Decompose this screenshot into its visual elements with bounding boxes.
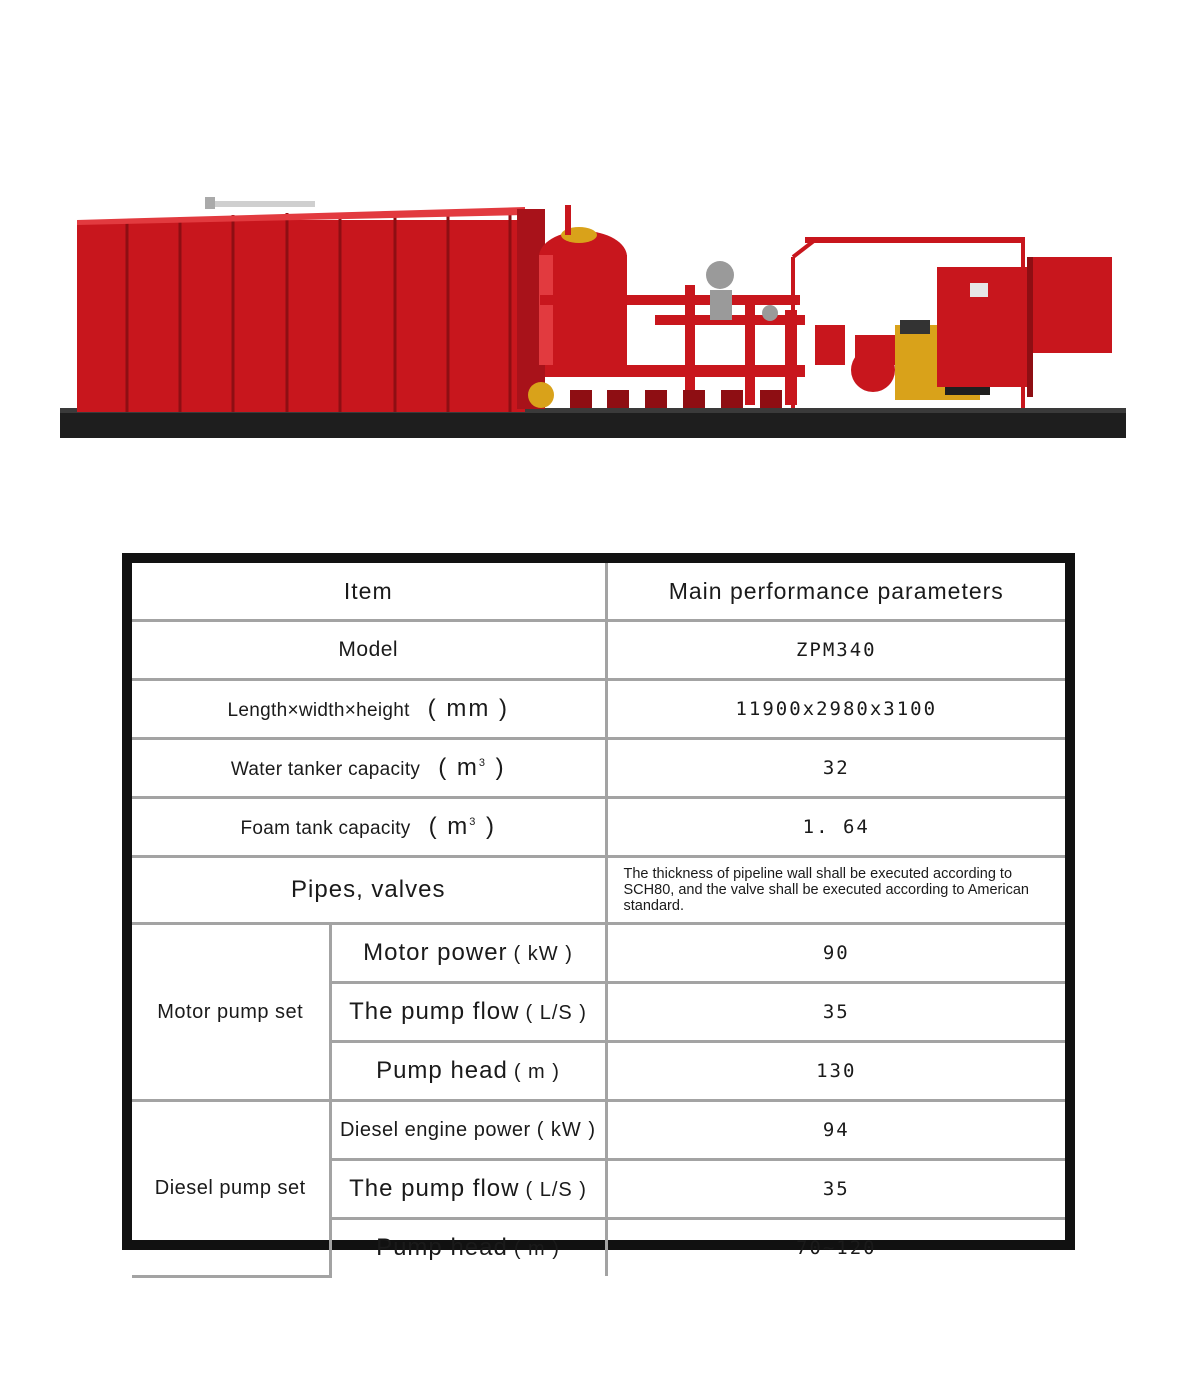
unit: ( m ): [513, 1238, 560, 1260]
header-params: Main performance parameters: [606, 563, 1065, 621]
row-value-motor-flow: 35: [606, 983, 1065, 1042]
row-value-motor-head: 130: [606, 1042, 1065, 1101]
table-row: [132, 680, 1065, 739]
row-value-foam-tank: 1. 64: [606, 798, 1065, 857]
row-value-diesel-power: 94: [606, 1101, 1065, 1160]
row-value-water-tank: 32: [606, 739, 1065, 798]
table-row: [132, 857, 1065, 924]
spec-table: [132, 563, 1065, 1278]
row-label-motor-flow: The pump flow ( L/S ): [330, 983, 606, 1042]
unit: ( $m^3$ ): [428, 813, 497, 840]
unit: ( L/S ): [525, 1002, 587, 1024]
spec-table-frame: [122, 553, 1075, 1261]
table-row: [132, 621, 1065, 680]
row-label-motor-head: Pump head ( m ): [330, 1042, 606, 1101]
row-label-model: Model: [132, 621, 606, 680]
row-label-motor-power: Motor power ( kW ): [330, 924, 606, 983]
row-value-diesel-head: 70~120: [606, 1219, 1065, 1277]
unit: ( kW ): [536, 1118, 597, 1141]
row-value-model: ZPM340: [606, 621, 1065, 680]
table-row: [132, 1101, 1065, 1160]
header-item: Item: [132, 563, 606, 621]
row-label-diesel-flow: The pump flow ( L/S ): [330, 1160, 606, 1219]
unit: ( kW ): [513, 943, 573, 965]
unit: ( mm ): [427, 695, 509, 722]
row-value-dimensions: 11900x2980x3100: [606, 680, 1065, 739]
product-image: [55, 195, 1130, 445]
row-label-diesel-power: Diesel engine power ( kW ): [330, 1101, 606, 1160]
unit: ( $m^3$ ): [438, 754, 506, 781]
row-label-diesel-head: Pump head ( m ): [330, 1219, 606, 1277]
row-label-water-tank: Water tanker capacity ( $m^3$ ): [132, 739, 606, 798]
table-row: [132, 924, 1065, 983]
row-value-diesel-flow: 35: [606, 1160, 1065, 1219]
fire-pump-skid-illustration: [55, 195, 1130, 445]
row-value-pipes: The thickness of pipeline wall shall be executed according to SCH80, and the valve shall be executed according to American standard.: [606, 857, 1065, 924]
group-label-diesel: Diesel pump set: [132, 1101, 330, 1277]
table-header-row: [132, 563, 1065, 621]
group-label-motor: Motor pump set: [132, 924, 330, 1101]
row-label-dimensions: Length×width×height ( mm ): [132, 680, 606, 739]
table-row: [132, 739, 1065, 798]
unit: ( m ): [513, 1061, 560, 1083]
row-value-motor-power: 90: [606, 924, 1065, 983]
row-label-pipes: Pipes, valves: [132, 857, 606, 924]
unit: ( L/S ): [525, 1179, 587, 1201]
table-row: [132, 798, 1065, 857]
row-label-foam-tank: Foam tank capacity ( $m^3$ ): [132, 798, 606, 857]
